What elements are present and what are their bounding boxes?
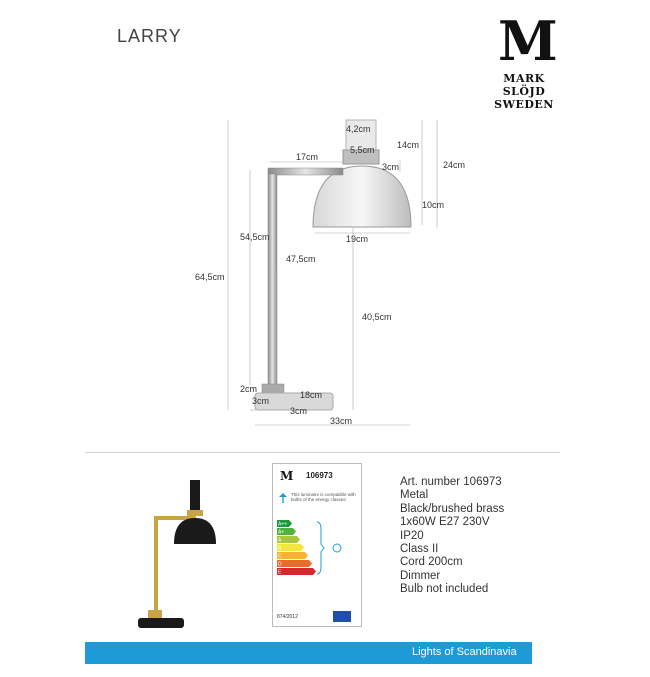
lamp-icon [278, 492, 288, 504]
product-title: LARRY [117, 26, 182, 46]
energy-class-label: A++ [278, 521, 288, 528]
spec-cord: Cord 200cm [400, 556, 463, 569]
dim-shade-diameter: 19cm [346, 234, 369, 244]
dim-base-inner: 3cm [290, 406, 308, 416]
section-divider [85, 452, 560, 453]
dim-shade-neck-height: 3cm [382, 162, 400, 172]
spec-article-number: Art. number 106973 [400, 476, 502, 488]
footer-text: Lights of Scandinavia [412, 646, 517, 658]
dim-pole-height: 47,5cm [286, 254, 316, 264]
dim-shade-height: 10cm [422, 200, 445, 210]
bulb-icon [333, 544, 341, 552]
energy-class-bar [277, 560, 312, 567]
dim-stand-height: 54,5cm [240, 232, 270, 242]
energy-class-label: E [278, 569, 282, 576]
energy-class-label: B [278, 545, 282, 552]
energy-label-note: This luminaire is compatible with bulbs of the energy classes: [291, 492, 356, 502]
spec-bulb-note: Bulb not included [400, 583, 489, 596]
energy-class-label: C [278, 553, 282, 560]
product-photo [128, 470, 218, 635]
spec-dimmer: Dimmer [400, 569, 441, 582]
energy-class-bar [277, 552, 308, 559]
dim-pole-offset: 3cm [252, 396, 270, 406]
dim-shade-top-width: 4,2cm [346, 124, 371, 134]
energy-label-article: 106973 [306, 471, 333, 480]
energy-class-bar [277, 568, 316, 575]
dim-total-height: 64,5cm [195, 272, 225, 282]
dim-total-depth: 33cm [330, 416, 353, 426]
energy-class-label: A+ [278, 529, 285, 536]
energy-label [272, 463, 362, 627]
logo-line-1: MARK [503, 72, 545, 85]
dim-base-height: 2cm [240, 384, 258, 394]
eu-flag-icon [333, 611, 351, 622]
logo-line-3: SWEDEN [494, 98, 554, 111]
energy-class-bars [277, 520, 355, 580]
spec-finish: Black/brushed brass [400, 502, 505, 515]
footer-bar [85, 642, 532, 664]
dim-arm-length: 17cm [296, 152, 319, 162]
energy-class-label: D [278, 561, 282, 568]
compatibility-bracket [317, 522, 324, 574]
spec-class: Class II [400, 543, 439, 556]
dim-shade-top-height: 14cm [397, 140, 420, 150]
dim-shade-neck-width: 5,5cm [350, 145, 375, 155]
dim-base-diameter: 18cm [300, 390, 323, 400]
spec-list [400, 476, 504, 597]
spec-material: Metal [400, 489, 429, 502]
energy-class-label: A [278, 537, 282, 544]
logo-line-2: SLÖJD [502, 85, 546, 98]
dim-total-head-height: 24cm [443, 160, 466, 170]
energy-label-regulation: 874/2012 [277, 614, 298, 620]
spec-bulb: 1x60W E27 230V [400, 516, 490, 529]
logo-letter: M [498, 9, 558, 73]
dim-lower-height: 40,5cm [362, 312, 392, 322]
energy-label-logo: M [280, 469, 294, 483]
spec-ip-rating: IP20 [400, 529, 424, 542]
